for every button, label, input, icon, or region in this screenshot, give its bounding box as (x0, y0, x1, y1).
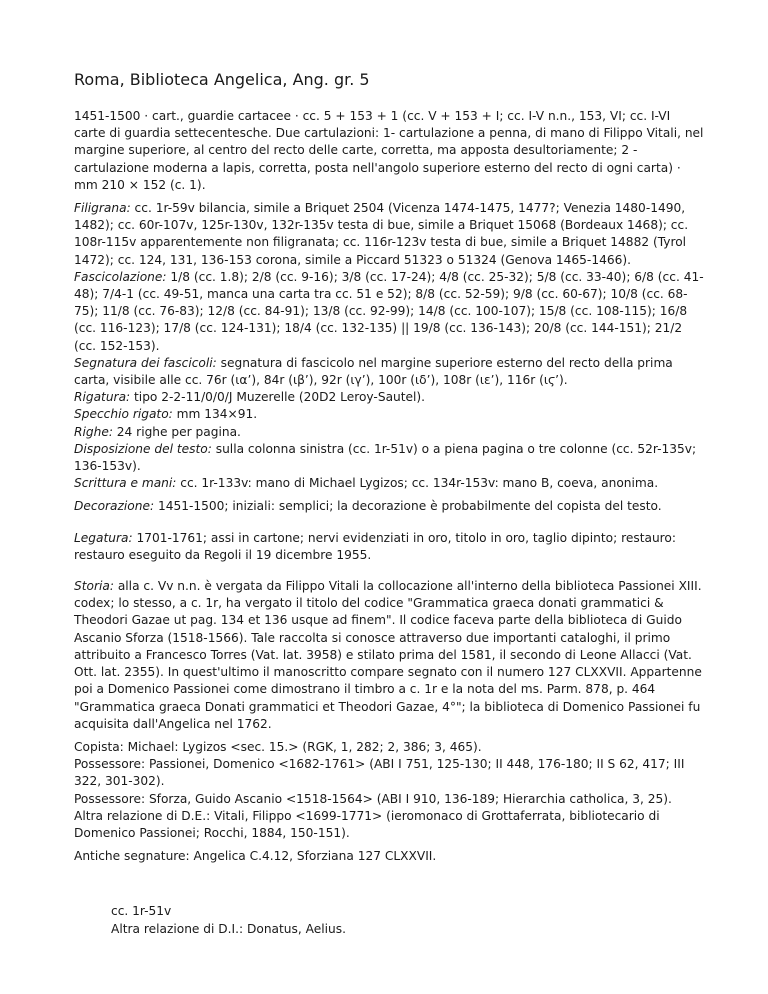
fascicolazione-field (74, 269, 704, 355)
legatura-value: 1701-1761; assi in cartone; nervi evidenziati in oro, titolo in oro, taglio dipinto; restauro: restauro eseguito da Regoli il 19 dicembre 1955. (74, 530, 676, 562)
scrittura-label: Scrittura e mani: (74, 476, 177, 491)
segnatura-value: segnatura di fascicolo nel margine superiore esterno del recto della prima carta, visibile alle cc. 76r (ια’), 84r (ιβ’), 92r (ιγ’), 100r (ιδ’), 108r (ιε’), 116r (ιϛ’). (74, 355, 673, 388)
scrittura-value: cc. 1r-133v: mano di Michael Lygizos; cc. 134r-153v: mano B, coeva, anonima. (176, 476, 659, 491)
content-section (74, 903, 704, 937)
scrittura-field (74, 475, 704, 492)
person-possessore-sforza: Possessore: Sforza, Guido Ascanio <1518-1564> (ABI I 910, 136-189; Hierarchia catholica, 3, 25). (74, 791, 672, 806)
page-title: Roma, Biblioteca Angelica, Ang. gr. 5 (74, 70, 370, 89)
righe-field (74, 424, 704, 441)
segnatura-label: Segnatura dei fascicoli: (74, 355, 217, 370)
righe-value: 24 righe per pagina. (112, 424, 241, 439)
physical-description (74, 200, 704, 492)
disposizione-value: sulla colonna sinistra (cc. 1r-51v) o a piena pagina o tre colonne (cc. 52r-135v; 136-153v). (74, 441, 697, 474)
specchio-field (74, 406, 704, 423)
content-range: cc. 1r-51v (111, 904, 172, 919)
specchio-value: mm 134×91. (172, 407, 258, 422)
content-relation: Altra relazione di D.I.: Donatus, Aelius. (111, 921, 346, 936)
storia-label: Storia: (74, 579, 114, 594)
disposizione-field (74, 441, 704, 475)
rigatura-value: tipo 2-2-11/0/0/J Muzerelle (20D2 Leroy-Sautel). (130, 390, 426, 405)
filigrana-label: Filigrana: (74, 201, 131, 216)
antiche-segnature: Antiche segnature: Angelica C.4.12, Sforziana 127 CLXXVII. (74, 849, 437, 864)
storia-value: alla c. Vv n.n. è vergata da Filippo Vitali la collocazione all'interno della biblioteca Passionei XIII. codex; lo stesso, a c. 1r, ha vergato il titolo del codice "Grammatica graeca donati grammatici & Theodori Gazae ut pag. 134 et 136 usque ad finem". Il codice faceva parte della biblioteca di Guido Ascanio Sforza (1518-1566). Tale raccolta si conosce attraverso due importanti cataloghi, il primo attribuito a Francesco Torres (Vat. lat. 3958) e stilato prima del 1581, il secondo di Leone Allacci (Vat. Ott. lat. 2355). In quest'ultimo il manoscritto compare segnato con il numero 127 CLXXVII. Appartenne poi a Domenico Passionei come dimostrano il timbro a c. 1r e la nota del ms. Parm. 878, p. 464 "Grammatica graeca Donati grammatici et Theodori Gazae, 4°"; la biblioteca di Domenico Passionei fu acquisita dall'Angelica nel 1762. (74, 579, 702, 731)
decorazione-label: Decorazione: (74, 499, 155, 514)
legatura-label: Legatura: (74, 530, 133, 545)
fascicolazione-label: Fascicolazione: (74, 269, 167, 284)
storia-field (74, 578, 704, 733)
legatura-field (74, 530, 704, 564)
decorazione-value: 1451-1500; iniziali: semplici; la decorazione è probabilmente del copista del testo. (154, 499, 662, 514)
record-body (74, 108, 704, 938)
disposizione-label: Disposizione del testo: (74, 441, 212, 456)
rigatura-field (74, 389, 704, 406)
rigatura-label: Rigatura: (74, 390, 131, 405)
righe-label: Righe: (74, 424, 113, 439)
segnatura-field (74, 355, 704, 389)
persons-list (74, 739, 704, 842)
filigrana-value: cc. 1r-59v bilancia, simile a Briquet 2504 (Vicenza 1474-1475, 1477?; Venezia 1480-1490, 1482); cc. 60r-107v, 125r-130v, 132r-135v testa di bue, simile a Briquet 15068 (Bordeaux 1468); cc. 108r-115v apparentemente non filigranata; cc. 116r-123v testa di bue, simile a Briquet 14882 (Tyrol 1472); cc. 124, 131, 136-153 corona, simile a Piccard 51323 o 51324 (Genova 1465-1466). (74, 201, 689, 267)
person-possessore-passionei: Possessore: Passionei, Domenico <1682-1761> (ABI I 751, 125-130; II 448, 176-180; II S 62, 417; III 322, 301-302). (74, 757, 685, 789)
summary-line: 1451-1500 · cart., guardie cartacee · cc. 5 + 153 + 1 (cc. V + 153 + I; cc. I-V n.n., 153, VI; cc. I-VI carte di guardia settecentesche. Due cartulazioni: 1- cartulazione a penna, di mano di Filippo Vitali, nel margine superiore, al centro del recto delle carte, corretta, ma apposta desultoriamente; 2 - cartulazione moderna a lapis, corretta, posta nell'angolo superiore esterno del recto di ogni carta) · mm 210 × 152 (c. 1). (74, 109, 704, 192)
person-copista: Copista: Michael: Lygizos <sec. 15.> (RGK, 1, 282; 2, 386; 3, 465). (74, 739, 482, 754)
specchio-label: Specchio rigato: (74, 407, 173, 422)
filigrana-field (74, 200, 704, 269)
person-altra-relazione: Altra relazione di D.E.: Vitali, Filippo <1699-1771> (ieromonaco di Grottaferrata, bibliotecario di Domenico Passionei; Rocchi, 1884, 150-151). (74, 808, 660, 840)
decorazione-field (74, 498, 704, 515)
fascicolazione-value: 1/8 (cc. 1.8); 2/8 (cc. 9-16); 3/8 (cc. 17-24); 4/8 (cc. 25-32); 5/8 (cc. 33-40); 6/8 (cc. 41-48); 7/4-1 (cc. 49-51, manca una carta tra cc. 51 e 52); 8/8 (cc. 52-59); 9/8 (cc. 60-67); 10/8 (cc. 68-75); 11/8 (cc. 76-83); 12/8 (cc. 84-91); 13/8 (cc. 92-99); 14/8 (cc. 100-107); 15/8 (cc. 108-115); 16/8 (cc. 116-123); 17/8 (cc. 124-131); 18/4 (cc. 132-135) || 19/8 (cc. 136-143); 20/8 (cc. 144-151); 21/2 (cc. 152-153). (74, 269, 704, 353)
